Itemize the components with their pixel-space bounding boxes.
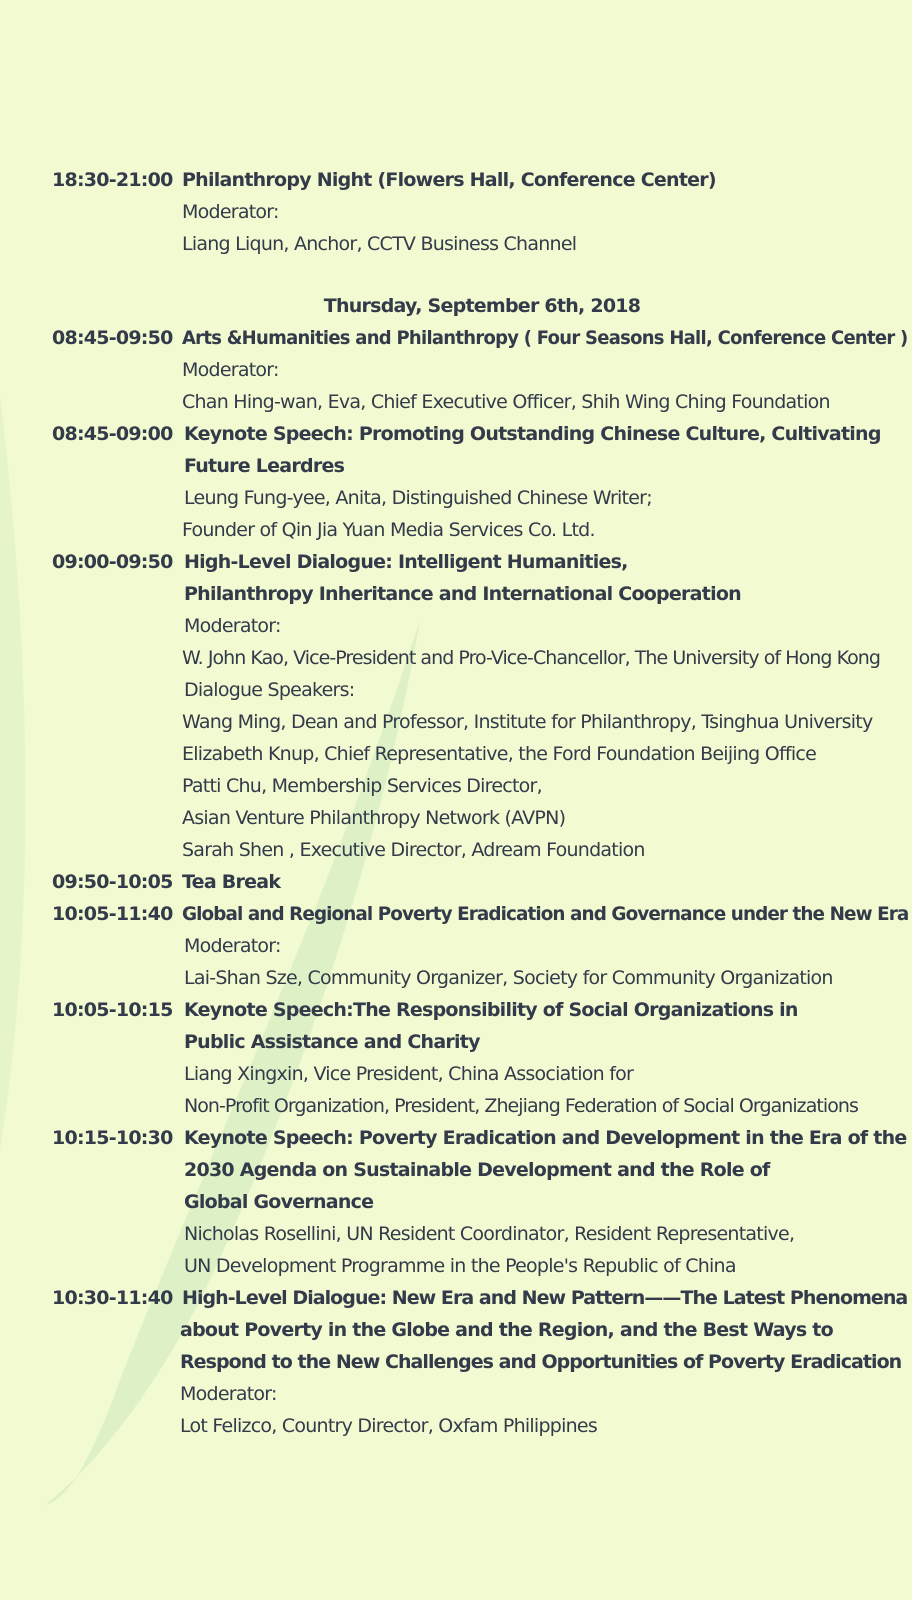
session-detail: Moderator:: [182, 359, 279, 381]
session-detail: Moderator:: [180, 1383, 277, 1405]
session-title: High-Level Dialogue: Intelligent Humanities,: [184, 551, 628, 573]
session-detail: UN Development Programme in the People's Republic of China: [184, 1255, 736, 1277]
session-title: Public Assistance and Charity: [184, 1031, 480, 1053]
session-title: Tea Break: [182, 871, 281, 893]
session-title: Keynote Speech:The Responsibility of Social Organizations in: [184, 999, 798, 1021]
session-detail: Patti Chu, Membership Services Director,: [182, 775, 542, 797]
session-detail: Wang Ming, Dean and Professor, Institute for Philanthropy, Tsinghua University: [182, 711, 873, 733]
session-title: Respond to the New Challenges and Opportunities of Poverty Eradication: [180, 1351, 902, 1373]
session-title: Philanthropy Night (Flowers Hall, Conference Center): [182, 169, 716, 191]
session-title: Arts &Humanities and Philanthropy ( Four Seasons Hall, Conference Center ): [182, 327, 908, 349]
session-time: 08:45-09:50: [52, 327, 173, 349]
session-title: Keynote Speech: Poverty Eradication and Development in the Era of the: [184, 1127, 907, 1149]
session-detail: Chan Hing-wan, Eva, Chief Executive Officer, Shih Wing Ching Foundation: [182, 391, 830, 413]
session-detail: Lai-Shan Sze, Community Organizer, Society for Community Organization: [184, 967, 833, 989]
session-detail: Non-Profit Organization, President, Zhejiang Federation of Social Organizations: [184, 1095, 858, 1117]
session-title: Philanthropy Inheritance and International Cooperation: [184, 583, 741, 605]
session-detail: Asian Venture Philanthropy Network (AVPN): [182, 807, 566, 829]
session-detail: Leung Fung-yee, Anita, Distinguished Chinese Writer;: [184, 487, 652, 509]
session-title: Keynote Speech: Promoting Outstanding Chinese Culture, Cultivating: [184, 423, 881, 445]
session-time: 09:50-10:05: [52, 871, 173, 893]
session-detail: Elizabeth Knup, Chief Representative, the Ford Foundation Beijing Office: [182, 743, 817, 765]
session-detail: Moderator:: [184, 615, 281, 637]
day-heading: Thursday, September 6th, 2018: [323, 295, 641, 317]
session-time: 08:45-09:00: [52, 423, 173, 445]
session-time: 10:15-10:30: [52, 1127, 173, 1149]
session-title: Global and Regional Poverty Eradication and Governance under the New Era: [182, 903, 909, 925]
session-detail: Liang Xingxin, Vice President, China Association for: [184, 1063, 634, 1085]
session-time: 10:30-11:40: [52, 1287, 173, 1309]
session-time: 10:05-11:40: [52, 903, 173, 925]
session-title: about Poverty in the Globe and the Region, and the Best Ways to: [180, 1319, 833, 1341]
session-time: 09:00-09:50: [52, 551, 173, 573]
session-title: 2030 Agenda on Sustainable Development and the Role of: [184, 1159, 770, 1181]
session-title: Future Leardres: [184, 455, 345, 477]
session-detail: Liang Liqun, Anchor, CCTV Business Channel: [182, 233, 577, 255]
session-title: High-Level Dialogue: New Era and New Pattern——The Latest Phenomena: [182, 1287, 908, 1309]
session-time: 10:05-10:15: [52, 999, 173, 1021]
session-title: Global Governance: [184, 1191, 374, 1213]
session-detail: Nicholas Rosellini, UN Resident Coordinator, Resident Representative,: [184, 1223, 795, 1245]
session-detail: Dialogue Speakers:: [184, 679, 355, 701]
session-time: 18:30-21:00: [52, 169, 173, 191]
session-detail: Sarah Shen , Executive Director, Adream Foundation: [182, 839, 645, 861]
session-detail: Lot Felizco, Country Director, Oxfam Philippines: [180, 1415, 597, 1437]
session-detail: Founder of Qin Jia Yuan Media Services Co. Ltd.: [182, 519, 595, 541]
session-detail: Moderator:: [182, 201, 279, 223]
session-detail: Moderator:: [184, 935, 281, 957]
session-detail: W. John Kao, Vice-President and Pro-Vice-Chancellor, The University of Hong Kong: [182, 647, 881, 669]
